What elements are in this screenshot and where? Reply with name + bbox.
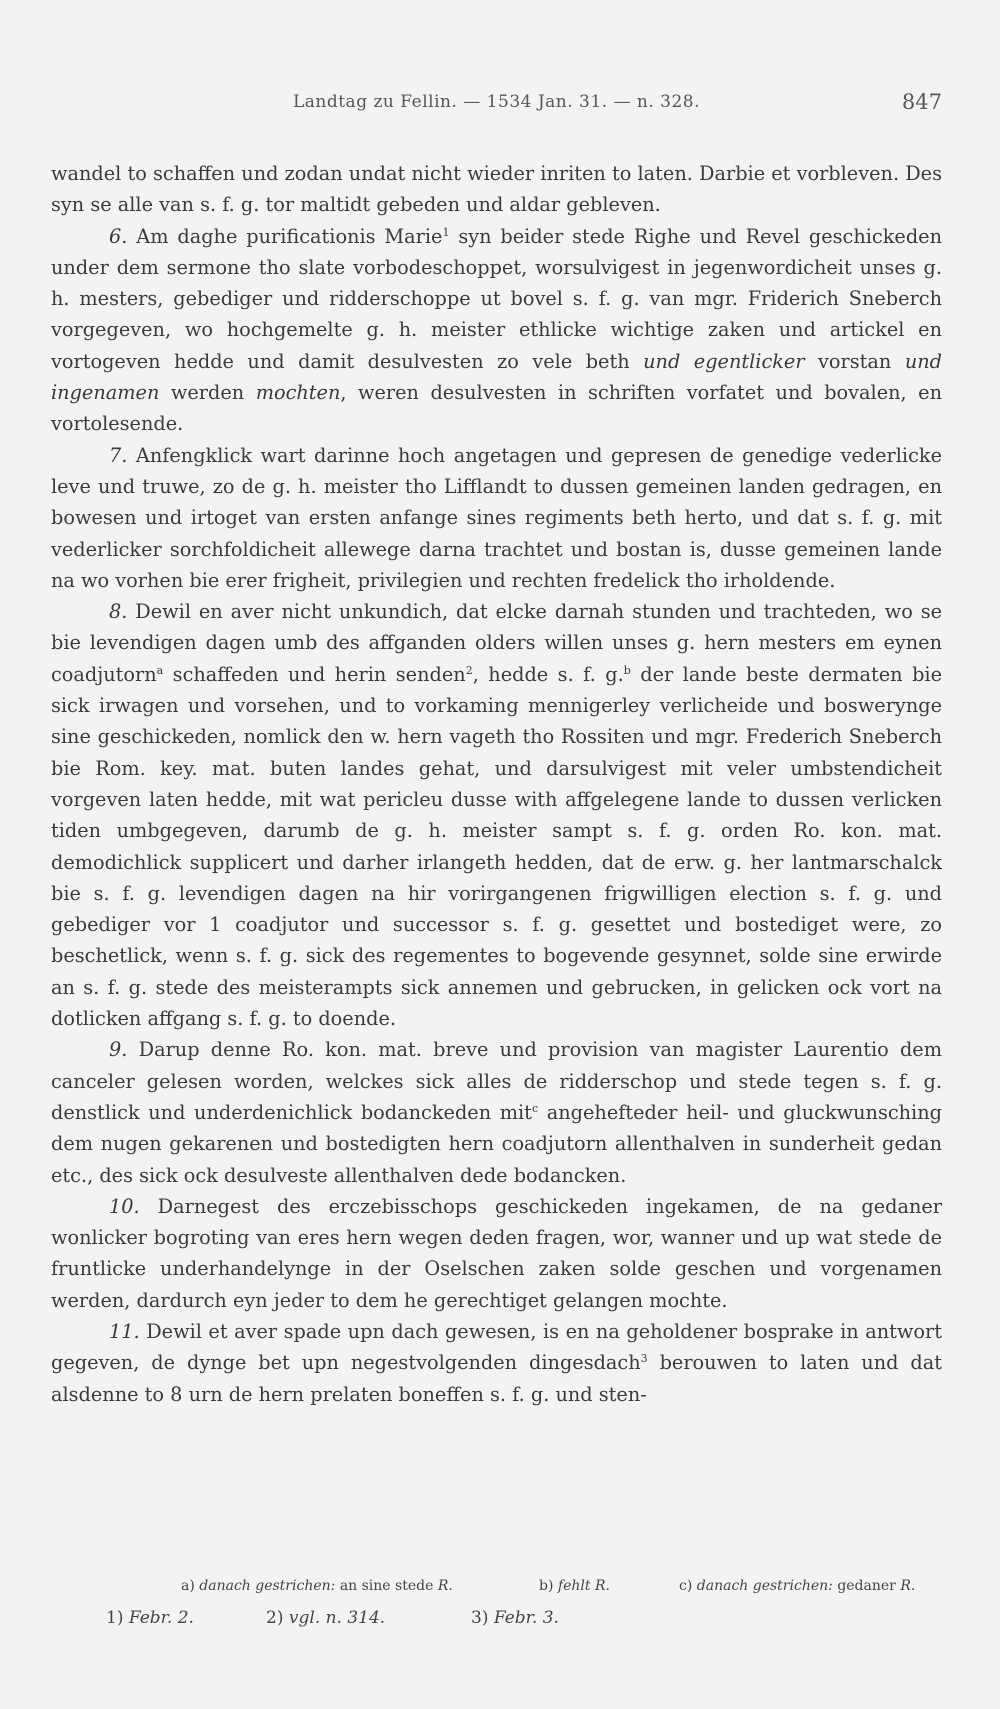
page-header — [51, 92, 942, 122]
page-number: 847 — [901, 90, 942, 114]
footnote-2: 2) vgl. n. 314. — [266, 1608, 386, 1628]
paragraph-number: 6. — [109, 224, 128, 248]
footnote-1: 1) Febr. 2. — [106, 1608, 194, 1628]
paragraph-continuation: wandel to schaffen und zodan undat nicht wieder inriten to laten. Darbie et vorbleven. Des syn se alle van s. f. g. tor maltidt gebeden und aldar gebleven. — [51, 162, 942, 217]
main-text — [51, 158, 942, 1410]
apparatus-ref: a — [156, 663, 164, 677]
apparatus-ref: c — [531, 1101, 539, 1115]
paragraph-8: 8. Dewil en aver nicht unkundich, dat elcke darnah stunden und trachteden, wo se bie levendigen dagen umb des affganden olders willen unses g. hern mesters em eynen coadjutorn$^a$ schaffeden und herin senden$^2$, hedde s. f. g.$^b$ der lande beste dermaten bie sick irwagen und vorsehen, und to vorkaming mennigerley verlicheide und boswerynge sine geschickeden, nomlick den w. hern vageth tho Rossiten und mgr. Frederich Sneberch bie Rom. key. mat. buten landes gehat, und darsulvigest mit veler umbstendicheit vorgeven laten hedde, mit wat pericleu dusse with affgelegene lande to dussen verlicken tiden umbgegeven, darumb de g. h. meister sampt s. f. g. orden Ro. kon. mat. demodichlick supplicert und darher irlangeth hedden, dat de erw. g. her lantmarschalck bie s. f. g. levendigen dagen na hir vorirgangenen frigwilligen election s. f. g. und gebediger vor 1 coadjutor und successor s. f. g. gesettet und bostediget were, zo beschetlick, wenn s. f. g. sick des regementes to bogevende gesynnet, solde sine erwirde an s. f. g. stede des meisterampts sick annemen und gebrucken, in gelicken ock vort na dotlicken affgang s. f. g. to doende. — [51, 600, 942, 1031]
apparatus-ref: b — [623, 663, 631, 677]
paragraph-number: 8. — [109, 600, 128, 624]
footnote-ref: 2 — [465, 663, 473, 677]
paragraph-6: 6. Am daghe purificationis Marie$^1$ syn beider stede Righe und Revel geschickeden under dem sermone tho slate vorbodeschoppet, worsulvigest in jegenwordicheit unses g. h. mesters, gebediger und ridderschoppe ut bovel s. f. g. van mgr. Friderich Sneberch vorgegeven, wo hochgemelte g. h. meister ethlicke wichtige zaken und artickel en vortogeven hedde und damit desulvesten zo vele beth und egentlicker vorstan und ingenamen werden mochten, weren desulvesten in schriften vorfatet und bovalen, en vortolesende. — [51, 224, 942, 436]
footnote-ref: 3 — [640, 1352, 648, 1366]
paragraph-number: 9. — [109, 1038, 128, 1062]
paragraph-9: 9. Darup denne Ro. kon. mat. breve und provision van magister Laurentio dem canceler gelesen worden, welckes sick alles de ridderschop und stede tegen s. f. g. denstlick und underdenichlick bodanckeden mit$^c$ angehefteder heil- und gluckwunsching dem nugen gekarenen und bostedigten hern coadjutorn allenthalven in sunderheit gedan etc., des sick ock desulveste allenthalven dede bodancken. — [51, 1038, 942, 1187]
paragraph-7: 7. Anfengklick wart darinne hoch angetagen und gepresen de genedige vederlicke leve und truwe, zo de g. h. meister tho Lifflandt to dussen gemeinen landen gedragen, en bowesen und irtoget van ersten anfange sines regiments beth herto, und dat s. f. g. mit vederlicker sorchfoldicheit allewege darna trachtet und bostan is, dusse gemeinen lande na wo vorhen bie erer frigheit, privilegien und rechten fredelick tho irholdende. — [51, 443, 942, 592]
apparatus-note-c: c) danach gestrichen: gedaner R. — [679, 1578, 916, 1594]
paragraph-11: 11. Dewil et aver spade upn dach gewesen, is en na geholdener bosprake in antwort gegeven, de dynge bet upn negestvolgenden dingesdach$^3$ berouwen to laten und dat alsdenne to 8 urn de hern prelaten boneffen s. f. g. und sten- — [51, 1319, 942, 1406]
apparatus-note-a: a) danach gestrichen: an sine stede R. — [181, 1578, 453, 1594]
footnote-ref: 1 — [442, 225, 450, 239]
running-title: Landtag zu Fellin. — 1534 Jan. 31. — n. 328. — [292, 92, 701, 112]
paragraph-number: 10. — [109, 1194, 140, 1218]
paragraph-number: 7. — [109, 443, 128, 467]
apparatus-note-b: b) fehlt R. — [539, 1578, 610, 1594]
footnote-3: 3) Febr. 3. — [471, 1608, 559, 1628]
paragraph-number: 11. — [109, 1319, 140, 1343]
paragraph-10: 10. Darnegest des erczebisschops geschickeden ingekamen, de na gedaner wonlicker bogroting van eres hern wegen deden fragen, wor, wanner und up wat stede de fruntlicke underhandelynge in der Oselschen zaken solde geschen und vorgenamen werden, dardurch eyn jeder to dem he gerechtiget gelangen mochte. — [51, 1194, 942, 1312]
